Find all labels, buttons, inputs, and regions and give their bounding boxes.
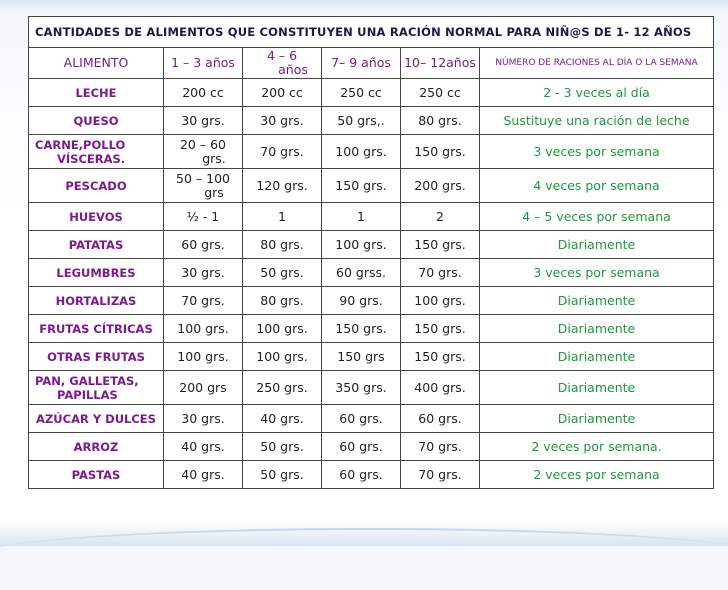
portion-10-12: 70 grs. xyxy=(401,461,480,489)
portion-1-3: ½ - 1 xyxy=(164,203,243,231)
food-name: PATATAS xyxy=(29,231,164,259)
portion-1-3: 40 grs. xyxy=(164,433,243,461)
portion-7-9: 60 grs. xyxy=(322,461,401,489)
portion-7-9: 150 grs. xyxy=(322,169,401,203)
table-row xyxy=(29,287,714,315)
portion-4-6: 200 cc xyxy=(243,79,322,107)
food-name: AZÚCAR Y DULCES xyxy=(29,405,164,433)
frequency: Sustituye una ración de leche xyxy=(480,107,714,135)
frequency: 4 – 5 veces por semana xyxy=(480,203,714,231)
portion-1-3: 60 grs. xyxy=(164,231,243,259)
portion-10-12: 80 grs. xyxy=(401,107,480,135)
portion-1-3: 30 grs. xyxy=(164,259,243,287)
portion-7-9: 150 grs. xyxy=(322,315,401,343)
frequency: 2 veces por semana. xyxy=(480,433,714,461)
portion-10-12: 70 grs. xyxy=(401,259,480,287)
header-row xyxy=(29,48,714,79)
frequency: 2 veces por semana xyxy=(480,461,714,489)
food-name: PASTAS xyxy=(29,461,164,489)
food-name: FRUTAS CÍTRICAS xyxy=(29,315,164,343)
food-name: ARROZ xyxy=(29,433,164,461)
header-age-4-6: 4 – 6 años xyxy=(243,48,322,79)
slide-top-decoration xyxy=(0,0,728,14)
table-row xyxy=(29,135,714,169)
food-name: CARNE,POLLO VÍSCERAS. xyxy=(29,135,164,169)
portion-7-9: 50 grs,. xyxy=(322,107,401,135)
header-age-1-3: 1 – 3 años xyxy=(164,48,243,79)
portion-7-9: 150 grs xyxy=(322,343,401,371)
portion-10-12: 400 grs. xyxy=(401,371,480,405)
table-row xyxy=(29,169,714,203)
header-rations: NÚMERO DE RACIONES AL DÍA O LA SEMANA xyxy=(480,48,714,79)
header-food: ALIMENTO xyxy=(29,48,164,79)
food-name: HUEVOS xyxy=(29,203,164,231)
table-row xyxy=(29,461,714,489)
portion-1-3: 30 grs. xyxy=(164,107,243,135)
header-age-7-9: 7– 9 años xyxy=(322,48,401,79)
portion-10-12: 200 grs. xyxy=(401,169,480,203)
frequency: Diariamente xyxy=(480,343,714,371)
portion-1-3: 20 – 60 grs. xyxy=(164,135,243,169)
frequency: Diariamente xyxy=(480,315,714,343)
portion-1-3: 200 grs xyxy=(164,371,243,405)
table-row xyxy=(29,433,714,461)
frequency: 2 - 3 veces al día xyxy=(480,79,714,107)
portion-1-3: 100 grs. xyxy=(164,315,243,343)
portion-4-6: 1 xyxy=(243,203,322,231)
portion-1-3: 100 grs. xyxy=(164,343,243,371)
portion-10-12: 150 grs. xyxy=(401,231,480,259)
food-name: QUESO xyxy=(29,107,164,135)
table-row xyxy=(29,203,714,231)
portion-1-3: 40 grs. xyxy=(164,461,243,489)
food-name: HORTALIZAS xyxy=(29,287,164,315)
portion-7-9: 90 grs. xyxy=(322,287,401,315)
food-name: PAN, GALLETAS, PAPILLAS xyxy=(29,371,164,405)
portion-10-12: 250 cc xyxy=(401,79,480,107)
portion-7-9: 350 grs. xyxy=(322,371,401,405)
food-portions-table xyxy=(28,16,714,489)
portion-7-9: 60 grss. xyxy=(322,259,401,287)
table-title: CANTIDADES DE ALIMENTOS QUE CONSTITUYEN UNA RACIÓN NORMAL PARA NIÑ@S DE 1- 12 AÑOS xyxy=(29,17,714,48)
food-name: LECHE xyxy=(29,79,164,107)
portion-7-9: 1 xyxy=(322,203,401,231)
portion-7-9: 60 grs. xyxy=(322,433,401,461)
table-row xyxy=(29,343,714,371)
portion-10-12: 150 grs. xyxy=(401,135,480,169)
frequency: Diariamente xyxy=(480,231,714,259)
food-name: OTRAS FRUTAS xyxy=(29,343,164,371)
portion-1-3: 50 – 100 grs xyxy=(164,169,243,203)
portion-4-6: 250 grs. xyxy=(243,371,322,405)
portion-4-6: 80 grs. xyxy=(243,231,322,259)
portion-7-9: 60 grs. xyxy=(322,405,401,433)
portion-4-6: 100 grs. xyxy=(243,315,322,343)
portion-4-6: 40 grs. xyxy=(243,405,322,433)
frequency: 4 veces por semana xyxy=(480,169,714,203)
portion-7-9: 100 grs. xyxy=(322,135,401,169)
portion-4-6: 80 grs. xyxy=(243,287,322,315)
portion-4-6: 100 grs. xyxy=(243,343,322,371)
table-row xyxy=(29,79,714,107)
table-row xyxy=(29,315,714,343)
portion-4-6: 50 grs. xyxy=(243,461,322,489)
portion-10-12: 70 grs. xyxy=(401,433,480,461)
portion-4-6: 120 grs. xyxy=(243,169,322,203)
portion-10-12: 150 grs. xyxy=(401,343,480,371)
portion-7-9: 100 grs. xyxy=(322,231,401,259)
header-age-10-12: 10– 12años xyxy=(401,48,480,79)
portion-4-6: 30 grs. xyxy=(243,107,322,135)
frequency: 3 veces por semana xyxy=(480,135,714,169)
table-row xyxy=(29,231,714,259)
portion-4-6: 70 grs. xyxy=(243,135,322,169)
portion-10-12: 100 grs. xyxy=(401,287,480,315)
table-row xyxy=(29,259,714,287)
frequency: 3 veces por semana xyxy=(480,259,714,287)
table-row xyxy=(29,371,714,405)
portion-7-9: 250 cc xyxy=(322,79,401,107)
portion-10-12: 150 grs. xyxy=(401,315,480,343)
portion-4-6: 50 grs. xyxy=(243,259,322,287)
food-name: LEGUMBRES xyxy=(29,259,164,287)
table-row xyxy=(29,405,714,433)
frequency: Diariamente xyxy=(480,405,714,433)
portion-1-3: 200 cc xyxy=(164,79,243,107)
slide-bottom-decoration xyxy=(0,522,728,546)
frequency: Diariamente xyxy=(480,287,714,315)
portion-10-12: 60 grs. xyxy=(401,405,480,433)
portion-1-3: 30 grs. xyxy=(164,405,243,433)
portion-4-6: 50 grs. xyxy=(243,433,322,461)
frequency: Diariamente xyxy=(480,371,714,405)
portion-10-12: 2 xyxy=(401,203,480,231)
food-name: PESCADO xyxy=(29,169,164,203)
portion-1-3: 70 grs. xyxy=(164,287,243,315)
table-row xyxy=(29,107,714,135)
